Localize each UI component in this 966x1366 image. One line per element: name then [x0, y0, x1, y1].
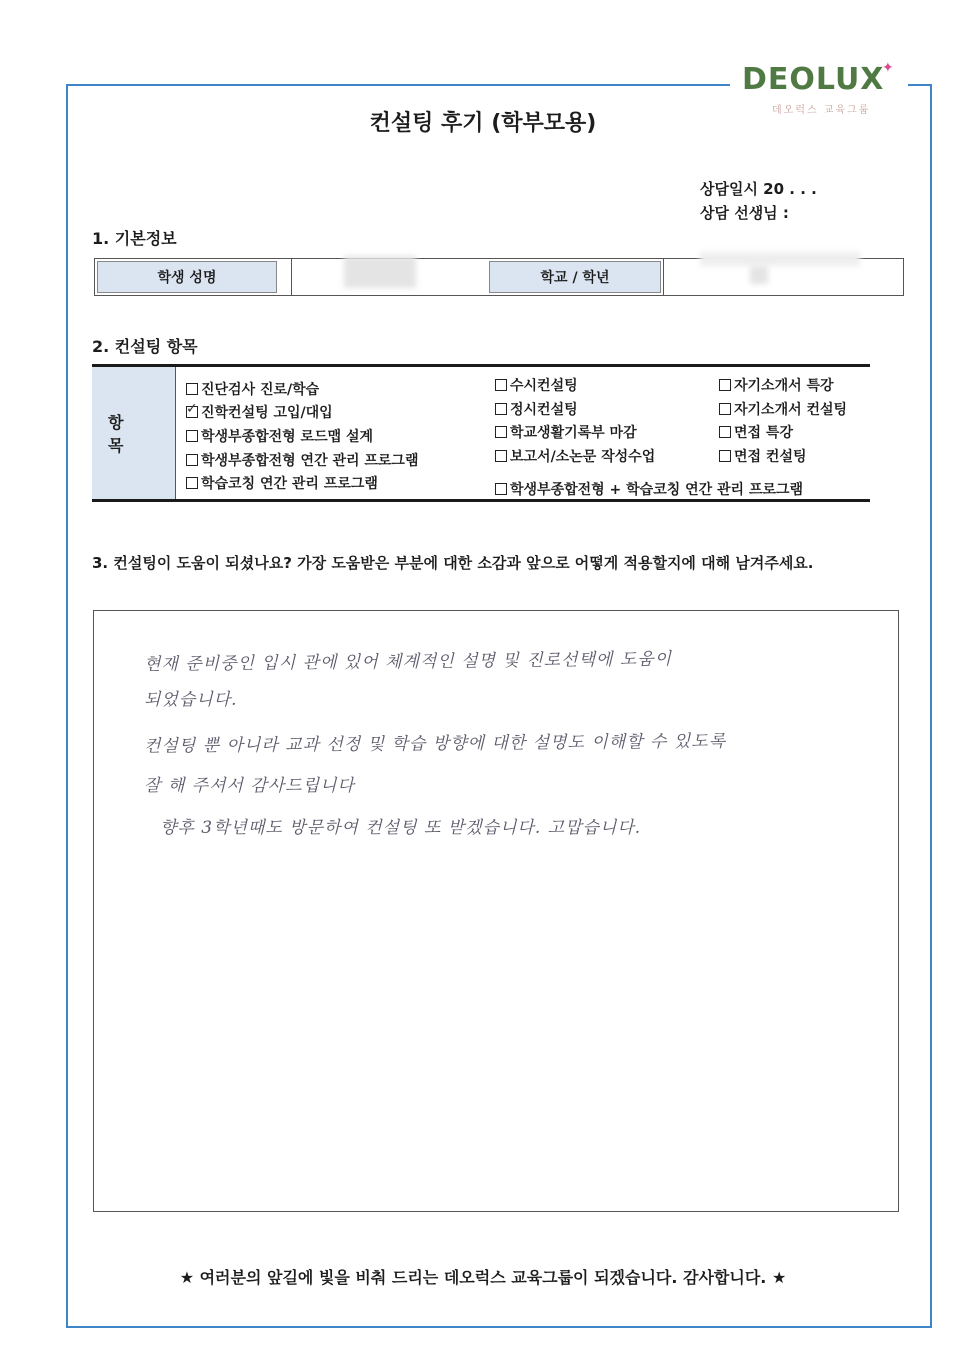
- checkbox-icon[interactable]: [186, 477, 198, 489]
- checkbox-checked-icon[interactable]: [186, 401, 198, 418]
- logo-star-icon: ✦: [882, 60, 894, 76]
- redacted-grade: [750, 266, 768, 284]
- option-regular-admission[interactable]: 정시컨설팅: [495, 399, 578, 419]
- checkbox-icon[interactable]: [186, 430, 198, 442]
- section1-heading: 1. 기본정보: [92, 229, 177, 248]
- document-title: 컨설팅 후기 (학부모용): [369, 111, 597, 136]
- option-report-writing[interactable]: 보고서/소논문 작성수업: [495, 446, 655, 466]
- checkbox-icon[interactable]: [719, 379, 731, 391]
- answer-line: 향후 3학년때도 방문하여 컨설팅 또 받겠습니다. 고맙습니다.: [160, 818, 642, 838]
- option-interview-consulting[interactable]: 면접 컨설팅: [719, 446, 807, 466]
- teacher-label: 상담 선생님 :: [700, 204, 789, 222]
- checkbox-icon[interactable]: [719, 426, 731, 438]
- checkbox-icon[interactable]: [186, 383, 198, 395]
- items-row-header: 항 목: [92, 367, 176, 499]
- answer-line: 잘 해 주셔서 감사드립니다: [144, 776, 355, 796]
- divider: [291, 259, 292, 295]
- divider: [663, 259, 664, 295]
- option-admission-consulting[interactable]: ✓ 진학컨설팅 고입/대입: [186, 401, 333, 421]
- answer-textarea[interactable]: [93, 610, 899, 1212]
- option-annual-management[interactable]: 학생부종합전형 연간 관리 프로그램: [186, 450, 418, 470]
- brand-logo: DEOLUX: [742, 62, 885, 97]
- checkbox-icon[interactable]: [495, 450, 507, 462]
- option-combined-program[interactable]: 학생부종합전형 + 학습코칭 연간 관리 프로그램: [495, 479, 803, 499]
- answer-line: 현재 준비중인 입시 관에 있어 체계적인 설명 및 진로선택에 도움이: [143, 649, 673, 675]
- checkbox-icon[interactable]: [495, 483, 507, 495]
- option-school-record[interactable]: 학교생활기록부 마감: [495, 422, 637, 442]
- answer-line: 컨설팅 뿐 아니라 교과 선정 및 학습 방향에 대한 설명도 이해할 수 있도록: [143, 731, 727, 757]
- option-roadmap[interactable]: 학생부종합전형 로드맵 설계: [186, 426, 373, 446]
- redacted-student-name: [344, 256, 416, 288]
- option-early-admission[interactable]: 수시컨설팅: [495, 375, 578, 395]
- option-essay-consulting[interactable]: 자기소개서 컨설팅: [719, 399, 847, 419]
- option-essay-lecture[interactable]: 자기소개서 특강: [719, 375, 834, 395]
- section2-heading: 2. 컨설팅 항목: [92, 337, 198, 356]
- checkbox-icon[interactable]: [719, 403, 731, 415]
- school-grade-header: 학교 / 학년: [489, 261, 661, 293]
- option-diagnostic[interactable]: 진단검사 진로/학습: [186, 379, 319, 399]
- footer-message: ★ 여러분의 앞길에 빛을 비춰 드리는 데오럭스 교육그룹이 되겠습니다. 감사합니다. ★: [179, 1268, 787, 1287]
- student-name-header: 학생 성명: [97, 261, 277, 293]
- checkbox-icon[interactable]: [186, 454, 198, 466]
- option-interview-lecture[interactable]: 면접 특강: [719, 422, 793, 442]
- answer-line: 되었습니다.: [144, 690, 238, 710]
- checkbox-icon[interactable]: [495, 403, 507, 415]
- consult-date-label: 상담일시 20 . . .: [700, 180, 817, 198]
- checkbox-icon[interactable]: [719, 450, 731, 462]
- option-study-coaching[interactable]: 학습코칭 연간 관리 프로그램: [186, 473, 378, 493]
- brand-subtitle: 데오럭스 교육그룹: [772, 105, 871, 116]
- checkbox-icon[interactable]: [495, 426, 507, 438]
- checkbox-icon[interactable]: [495, 379, 507, 391]
- check-mark-icon: ✓: [186, 401, 198, 417]
- consulting-items-table: [92, 364, 870, 502]
- section3-question: 3. 컨설팅이 도움이 되셨나요? 가장 도움받은 부분에 대한 소감과 앞으로 어떻게 적용할지에 대해 남겨주세요.: [92, 554, 814, 572]
- redacted-school: [700, 252, 860, 266]
